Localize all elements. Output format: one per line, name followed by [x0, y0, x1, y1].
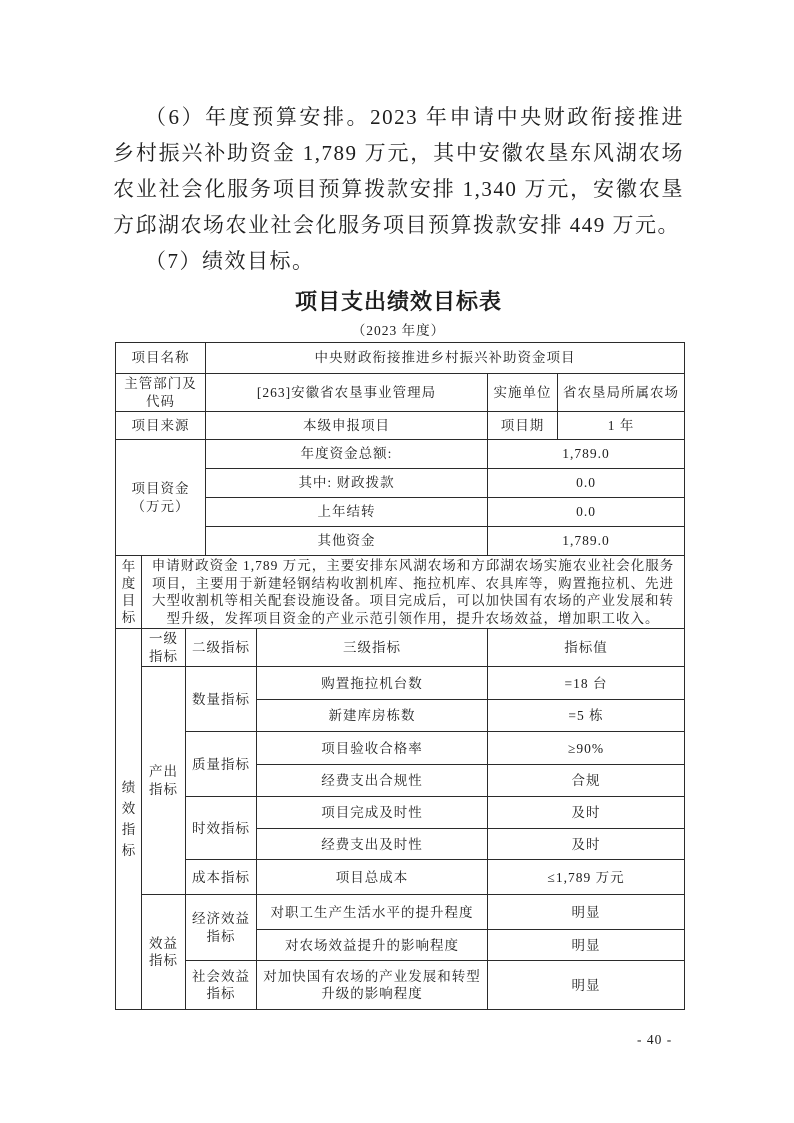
level1-output-cell: 产出指标 — [142, 667, 186, 895]
funding-total-label: 年度资金总额: — [206, 440, 488, 469]
page-number: - 40 - — [637, 1032, 673, 1047]
ind-worker-life-value: 明显 — [488, 895, 685, 930]
impl-unit-value-cell: 省农垦局所属农场 — [558, 374, 685, 412]
ind-farm-benefit-label: 对农场效益提升的影响程度 — [257, 930, 488, 961]
header-level1: 一级指标 — [142, 629, 186, 667]
page-content — [113, 99, 684, 1010]
annual-goal-label: 年度目标 — [121, 559, 136, 626]
project-name-label-cell: 项目名称 — [116, 343, 206, 374]
annual-goal-text-cell: 申请财政资金 1,789 万元，主要安排东风湖农场和方邱湖农场实施农业社会化服务项目，主要用于新建轻钢结构收割机库、拖拉机库、农具库等，购置拖拉机、先进大型收割机等相关配套设施设备。项目完成后，可以加快国有农场的产业发展和转型升级，发挥项目资金的产业示范引领作用，提升农场效益，增加职工收入。 — [142, 556, 685, 629]
ind-industry-upgrade-value: 明显 — [488, 961, 685, 1010]
source-label-cell: 项目来源 — [116, 412, 206, 440]
table-subtitle: （2023 年度） — [351, 323, 446, 338]
funding-label-cell — [116, 440, 206, 556]
header-level3: 三级指标 — [257, 629, 488, 667]
period-value-cell: 1 年 — [558, 412, 685, 440]
performance-indicator-label-cell — [116, 629, 142, 1010]
ind-industry-upgrade-label: 对加快国有农场的产业发展和转型升级的影响程度 — [257, 961, 488, 1010]
funding-label-line2: （万元） — [131, 498, 190, 514]
ind-completion-time-label: 项目完成及时性 — [257, 797, 488, 829]
level2-social-cell: 社会效益指标 — [186, 961, 257, 1010]
ind-worker-life-label: 对职工生产生活水平的提升程度 — [257, 895, 488, 930]
header-level2: 二级指标 — [186, 629, 257, 667]
source-value-cell: 本级申报项目 — [206, 412, 488, 440]
ind-acceptance-value: ≥90% — [488, 732, 685, 765]
funding-carryover-label: 上年结转 — [206, 498, 488, 527]
level2-economic-cell: 经济效益指标 — [186, 895, 257, 961]
funding-carryover-value: 0.0 — [488, 498, 685, 527]
performance-indicator-label: 绩效指标 — [121, 780, 136, 859]
performance-target-table — [115, 342, 685, 1010]
funding-total-value: 1,789.0 — [488, 440, 685, 469]
ind-total-cost-label: 项目总成本 — [257, 860, 488, 895]
ind-compliance-label: 经费支出合规性 — [257, 765, 488, 797]
project-name-value-cell: 中央财政衔接推进乡村振兴补助资金项目 — [206, 343, 685, 374]
funding-label-line1: 项目资金 — [131, 481, 190, 497]
row-ind-completion-time — [116, 797, 685, 829]
ind-acceptance-label: 项目验收合格率 — [257, 732, 488, 765]
row-dept — [116, 374, 685, 412]
table-title: 项目支出绩效目标表 — [294, 289, 502, 314]
ind-expense-time-label: 经费支出及时性 — [257, 829, 488, 860]
funding-other-label: 其他资金 — [206, 527, 488, 556]
funding-other-value: 1,789.0 — [488, 527, 685, 556]
level2-timeliness-cell: 时效指标 — [186, 797, 257, 860]
paragraph-performance-goal: （7）绩效目标。 — [145, 249, 315, 273]
row-ind-industry-upgrade — [116, 961, 685, 1010]
row-source — [116, 412, 685, 440]
paragraph-annual-budget: （6）年度预算安排。2023 年申请中央财政衔接推进乡村振兴补助资金 1,789 万元，其中安徽农垦东风湖农场农业社会化服务项目预算拨款安排 1,340 万元，安徽农垦方邱湖农场农业社会化服务项目预算拨款安排 449 万元。 — [113, 105, 684, 237]
annual-goal-label-cell — [116, 556, 142, 629]
ind-compliance-value: 合规 — [488, 765, 685, 797]
row-funding-total — [116, 440, 685, 469]
row-project-name — [116, 343, 685, 374]
level2-quality-cell: 质量指标 — [186, 732, 257, 797]
row-ind-total-cost — [116, 860, 685, 895]
row-indicator-header — [116, 629, 685, 667]
ind-warehouses-value: =5 栋 — [488, 700, 685, 732]
ind-warehouses-label: 新建库房栋数 — [257, 700, 488, 732]
level1-benefit-cell: 效益指标 — [142, 895, 186, 1010]
level2-cost-cell: 成本指标 — [186, 860, 257, 895]
ind-completion-time-value: 及时 — [488, 797, 685, 829]
ind-tractors-value: =18 台 — [488, 667, 685, 700]
row-annual-goal — [116, 556, 685, 629]
row-ind-acceptance — [116, 732, 685, 765]
dept-label-cell: 主管部门及代码 — [116, 374, 206, 412]
funding-fiscal-label: 其中: 财政拨款 — [206, 469, 488, 498]
ind-expense-time-value: 及时 — [488, 829, 685, 860]
ind-tractors-label: 购置拖拉机台数 — [257, 667, 488, 700]
ind-farm-benefit-value: 明显 — [488, 930, 685, 961]
header-value: 指标值 — [488, 629, 685, 667]
funding-fiscal-value: 0.0 — [488, 469, 685, 498]
ind-total-cost-value: ≤1,789 万元 — [488, 860, 685, 895]
dept-value-cell: [263]安徽省农垦事业管理局 — [206, 374, 488, 412]
impl-unit-label-cell: 实施单位 — [488, 374, 558, 412]
period-label-cell: 项目期 — [488, 412, 558, 440]
level2-quantity-cell: 数量指标 — [186, 667, 257, 732]
row-ind-tractors — [116, 667, 685, 700]
row-ind-worker-life — [116, 895, 685, 930]
